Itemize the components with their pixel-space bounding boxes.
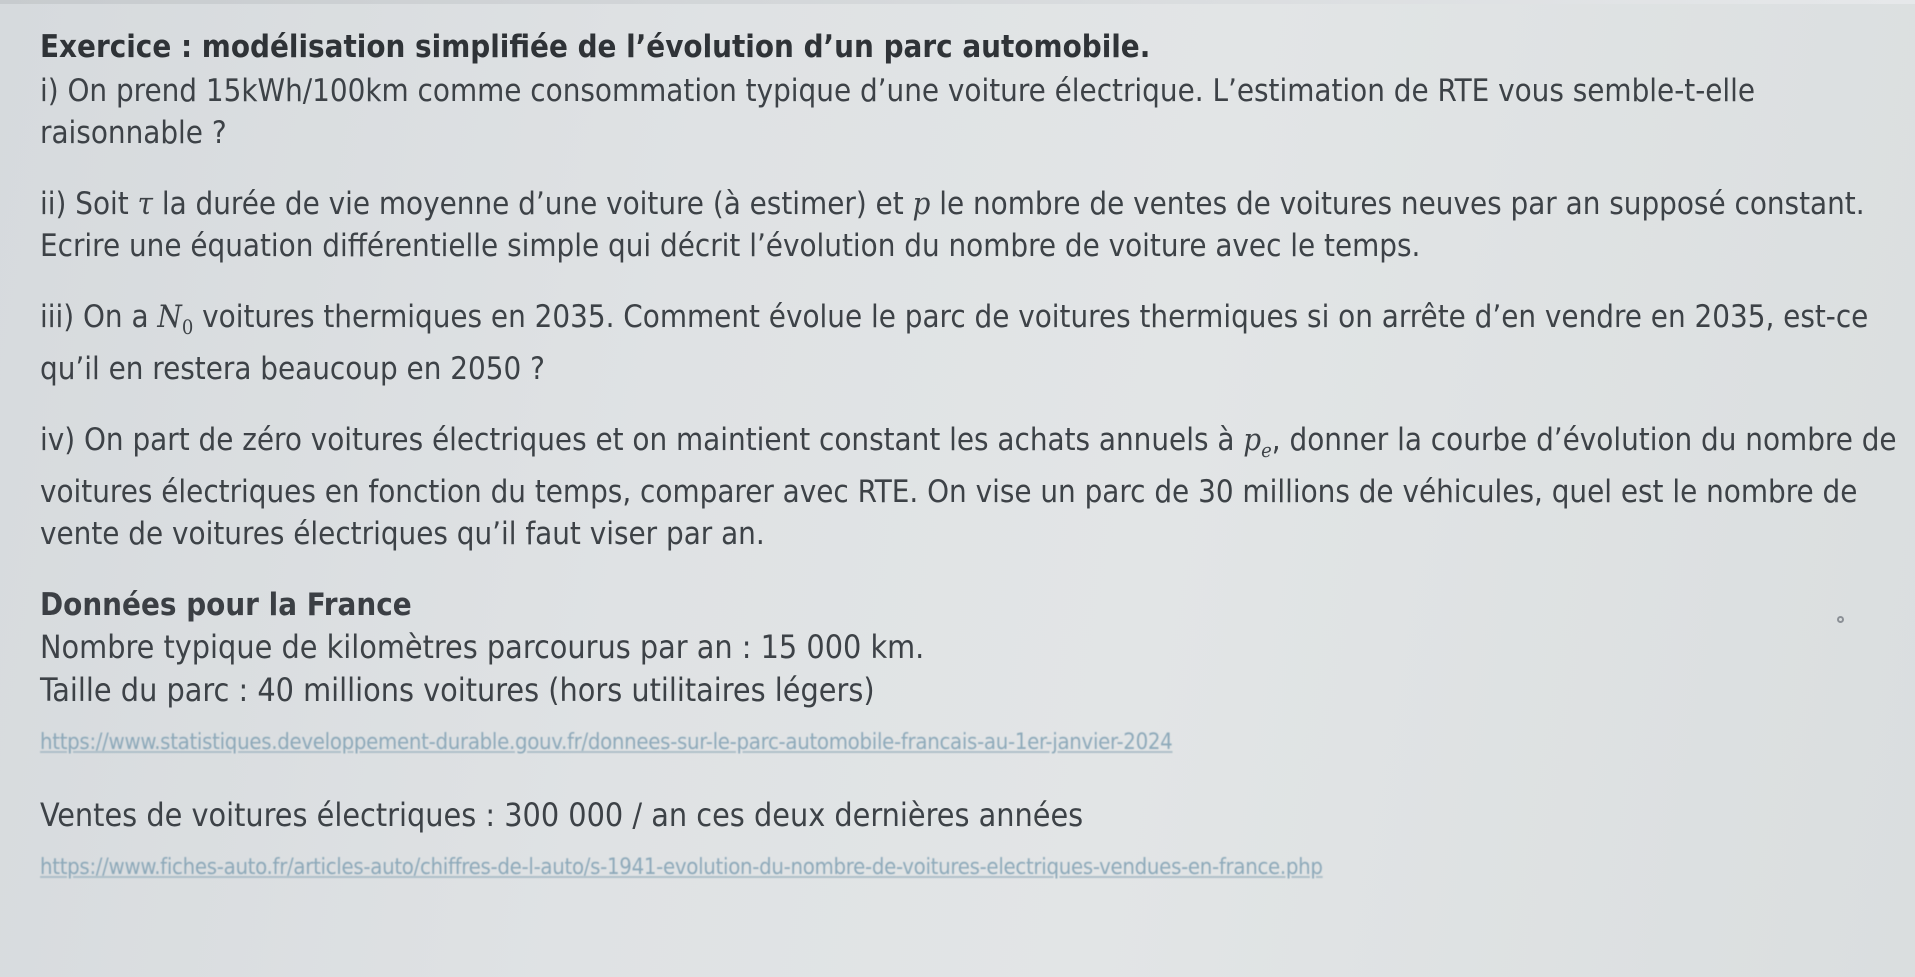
link-1-wrap: [40, 718, 1900, 760]
link-2-wrap: [40, 843, 1900, 885]
n0-symbol: [157, 299, 194, 340]
question-2: [40, 183, 1900, 267]
question-2-text-b: la durée de vie moyenne d’une voiture (à estimer) et: [152, 186, 913, 222]
question-4: [40, 419, 1900, 555]
pointer-dot: [1837, 616, 1844, 623]
e-subscript: e: [1261, 438, 1272, 463]
slide-top-edge: [0, 0, 1915, 4]
exercise-title: Exercice : modélisation simplifiée de l’évolution d’un parc automobile.: [40, 29, 1151, 65]
fiches-auto-link[interactable]: https://www.fiches-auto.fr/articles-auto/chiffres-de-l-auto/s-1941-evolution-du-nombre-de-voitures-electriques-vendues-en-france.php: [40, 855, 1323, 881]
fleet-size: Taille du parc : 40 millions voitures (hors utilitaires légers): [40, 671, 875, 710]
pe-symbol: [1243, 422, 1272, 463]
n-subscript: 0: [181, 315, 194, 340]
tau-symbol: τ: [137, 186, 153, 222]
question-2-text-a: ii) Soit: [40, 186, 138, 222]
p-letter: p: [1243, 422, 1262, 459]
question-1: i) On prend 15kWh/100km comme consommation typique d’une voiture électrique. L’estimation de RTE vous semble-t-elle raisonnable ?: [40, 73, 1756, 151]
question-3: [40, 296, 1900, 390]
ev-sales: Ventes de voitures électriques : 300 000 / an ces deux dernières années: [40, 796, 1084, 835]
statistics-link[interactable]: https://www.statistiques.developpement-durable.gouv.fr/donnees-sur-le-parc-automobile-francais-au-1er-janvier-2024: [40, 730, 1173, 756]
n-letter: N: [157, 299, 182, 335]
question-4-text-a: iv) On part de zéro voitures électriques et on maintient constant les achats annuels à: [40, 422, 1244, 459]
data-heading: Données pour la France: [40, 587, 412, 624]
p-symbol: p: [912, 186, 931, 222]
question-3-text-b: voitures thermiques en 2035. Comment évolue le parc de voitures thermiques si on arrête d’en vendre en 2035, est-ce qu’il en restera beaucoup en 2050 ?: [40, 299, 1869, 388]
question-2-text-c: le nombre de ventes de voitures neuves par an supposé constant. Ecrire une équation différentielle simple qui décrit l’évolution du nombre de voiture avec le temps.: [40, 186, 1865, 264]
km-per-year: Nombre typique de kilomètres parcourus par an : 15 000 km.: [40, 628, 925, 667]
question-4-text-b: , donner la courbe d’évolution du nombre de voitures électriques en fonction du temps, comparer avec RTE. On vise un parc de 30 millions de véhicules, quel est le nombre de vente de voitures électriques qu’il faut viser par an.: [40, 422, 1897, 553]
slide-content: [40, 26, 1900, 885]
question-3-text-a: iii) On a: [40, 299, 158, 335]
